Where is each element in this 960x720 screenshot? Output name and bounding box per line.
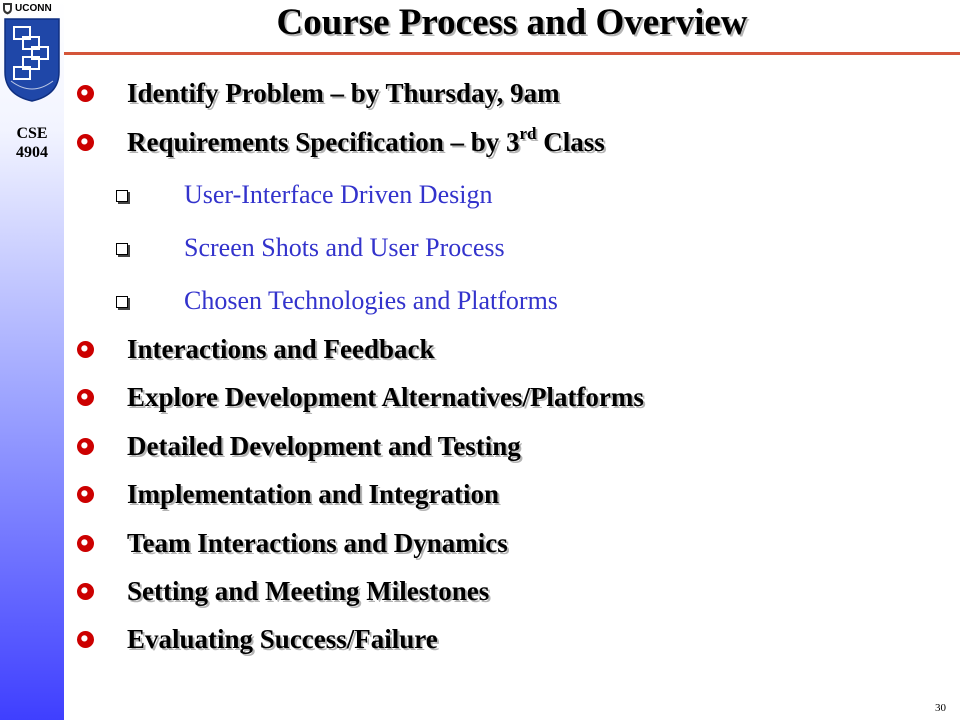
bullet-text-after: Class bbox=[536, 127, 605, 157]
bullet-item bbox=[77, 382, 644, 413]
course-code-line1: CSE bbox=[16, 125, 48, 142]
bullet-item bbox=[77, 576, 489, 607]
bullet-icon bbox=[77, 631, 94, 648]
bullet-item bbox=[77, 431, 521, 462]
bullet-icon bbox=[77, 85, 94, 102]
bullet-icon bbox=[77, 341, 94, 358]
bullet-item bbox=[77, 624, 438, 655]
bullet-text: Implementation and Integration bbox=[127, 479, 500, 509]
bullet-icon bbox=[77, 134, 94, 151]
sub-bullet-text: User-Interface Driven Design bbox=[184, 180, 493, 209]
square-bullet-icon bbox=[116, 296, 128, 308]
bullet-text: Interactions and Feedback bbox=[127, 334, 435, 364]
sub-bullet-text: Screen Shots and User Process bbox=[184, 233, 505, 262]
sub-bullet-item bbox=[116, 286, 558, 316]
sub-bullet-item bbox=[116, 180, 492, 210]
bullet-text: Identify Problem – by Thursday, 9am bbox=[127, 78, 560, 108]
uconn-label: UCONN bbox=[15, 2, 52, 14]
square-bullet-icon bbox=[116, 190, 128, 202]
bullet-icon bbox=[77, 438, 94, 455]
bullet-icon bbox=[77, 535, 94, 552]
bullet-text-main: Requirements Specification – by 3 bbox=[127, 127, 520, 157]
bullet-text: Detailed Development and Testing bbox=[127, 431, 521, 461]
course-code-line2: 4904 bbox=[16, 144, 48, 161]
page-number: 30 bbox=[935, 702, 946, 714]
bullet-item bbox=[77, 78, 560, 109]
sub-bullet-item bbox=[116, 233, 505, 263]
bullet-item bbox=[77, 479, 499, 510]
bullet-icon bbox=[77, 583, 94, 600]
bullet-icon bbox=[77, 389, 94, 406]
bullet-item bbox=[77, 528, 508, 559]
ordinal-superscript: rd bbox=[519, 124, 537, 143]
bullet-text: Setting and Meeting Milestones bbox=[127, 576, 490, 606]
bullet-text: Explore Development Alternatives/Platforms bbox=[127, 382, 644, 412]
slide-title: Course Process and Overview bbox=[276, 2, 748, 43]
bullet-text bbox=[127, 124, 605, 157]
bullet-item bbox=[77, 124, 605, 158]
bullet-text: Team Interactions and Dynamics bbox=[127, 528, 508, 558]
bullet-text: Evaluating Success/Failure bbox=[127, 624, 438, 654]
bullet-icon bbox=[77, 486, 94, 503]
bullet-item bbox=[77, 334, 435, 365]
sub-bullet-text: Chosen Technologies and Platforms bbox=[184, 286, 558, 315]
square-bullet-icon bbox=[116, 243, 128, 255]
